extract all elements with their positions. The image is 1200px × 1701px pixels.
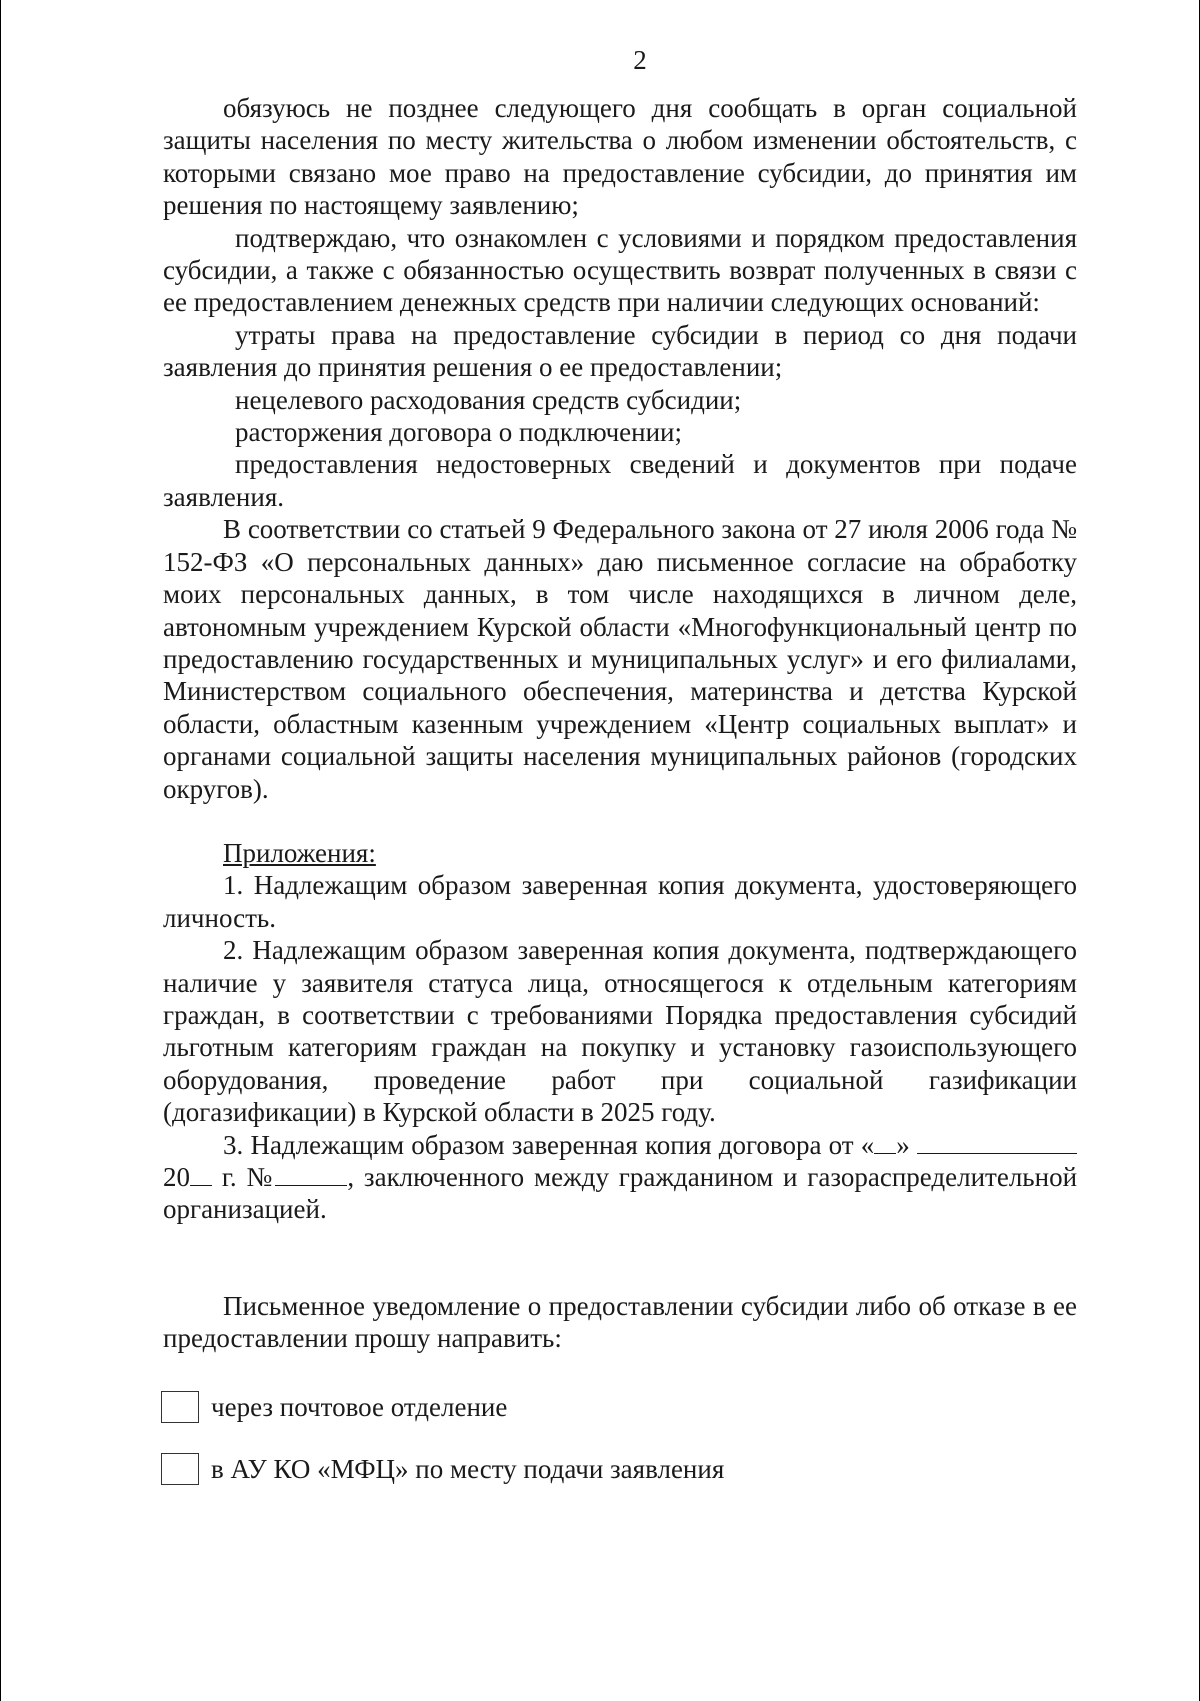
appendix-item-3-end: , заключенного между гражданином и газораспределительной организацией. bbox=[163, 1162, 1078, 1225]
document-page bbox=[163, 40, 1077, 1485]
notice-text: Письменное уведомление о предоставлении субсидии либо об отказе в ее предоставлении прошу направить: bbox=[163, 1290, 1077, 1354]
page-number: 2 bbox=[633, 45, 647, 75]
spacer bbox=[163, 805, 1077, 837]
option-mfc-label: в АУ КО «МФЦ» по месту подачи заявления bbox=[211, 1454, 725, 1485]
paragraph-confirmation: подтверждаю, что ознакомлен с условиями и порядком предоставления субсидии, а также с обязанностью осуществить возврат полученных в связи с ее предоставлением денежных средств при наличии следующих оснований: bbox=[163, 222, 1077, 318]
blank-year[interactable] bbox=[190, 1161, 212, 1186]
quote-close: » bbox=[896, 1129, 910, 1160]
year-suffix: г. № bbox=[221, 1162, 276, 1192]
appendix-item-2: 2. Надлежащим образом заверенная копия документа, подтверждающего наличие у заявителя статуса лица, относящегося к отдельным категориям граждан, в соответствии с требованиями Порядка предоставления субсидий льготным категориям граждан на покупку и установку газоиспользующего оборудования, проведение работ при социальной газификации (догазификации) в Курской области в 2025 году. bbox=[163, 935, 1077, 1128]
option-post-office-label: через почтовое отделение bbox=[211, 1391, 508, 1422]
blank-month[interactable] bbox=[917, 1129, 1077, 1154]
spacer bbox=[163, 1226, 1077, 1290]
paragraph-obligation: обязуюсь не позднее следующего дня сообщать в орган социальной защиты населения по месту жительства о любом изменении обстоятельств, с которыми связано мое право на предоставление субсидии, до принятия им решения по настоящему заявлению; bbox=[163, 93, 1077, 221]
paragraph-personal-data-consent: В соответствии со статьей 9 Федерального закона от 27 июля 2006 года № 152-ФЗ «О персональных данных» даю письменное согласие на обработку моих персональных данных, в том числе находящихся в личном деле, автономным учреждением Курской области «Многофункциональный центр по предоставлению государственных и муниципальных услуг» и его филиалами, Министерством социального обеспечения, материнства и детства Курской области, областным казенным учреждением «Центр социальных выплат» и органами социальной защиты населения муниципальных районов (городских округов). bbox=[163, 514, 1077, 804]
year-prefix: 20 bbox=[163, 1162, 190, 1192]
quote-open: « bbox=[860, 1129, 875, 1160]
appendix-title: Приложения: bbox=[223, 837, 376, 868]
paragraph-ground-termination: расторжения договора о подключении; bbox=[235, 417, 683, 448]
scan-edge-left bbox=[0, 0, 1, 1701]
blank-contract-number[interactable] bbox=[275, 1161, 347, 1186]
paragraph-ground-loss: утраты права на предоставление субсидии в период со дня подачи заявления до принятия решения о ее предоставлении; bbox=[163, 319, 1077, 383]
paragraph-ground-misuse: нецелевого расходования средств субсидии; bbox=[235, 384, 742, 415]
checkbox-mfc[interactable] bbox=[161, 1453, 199, 1485]
checkbox-post-office[interactable] bbox=[161, 1391, 199, 1423]
appendix-item-1: 1. Надлежащим образом заверенная копия документа, удостоверяющего личность. bbox=[163, 870, 1077, 933]
paragraph-ground-false-info: предоставления недостоверных сведений и документов при подаче заявления. bbox=[163, 449, 1077, 512]
option-mfc[interactable] bbox=[161, 1453, 1077, 1485]
appendix-item-3 bbox=[163, 1129, 1077, 1226]
option-post-office[interactable] bbox=[161, 1391, 1077, 1423]
appendix-item-3-start: 3. Надлежащим образом заверенная копия договора от bbox=[223, 1129, 854, 1160]
blank-day[interactable] bbox=[874, 1129, 896, 1154]
